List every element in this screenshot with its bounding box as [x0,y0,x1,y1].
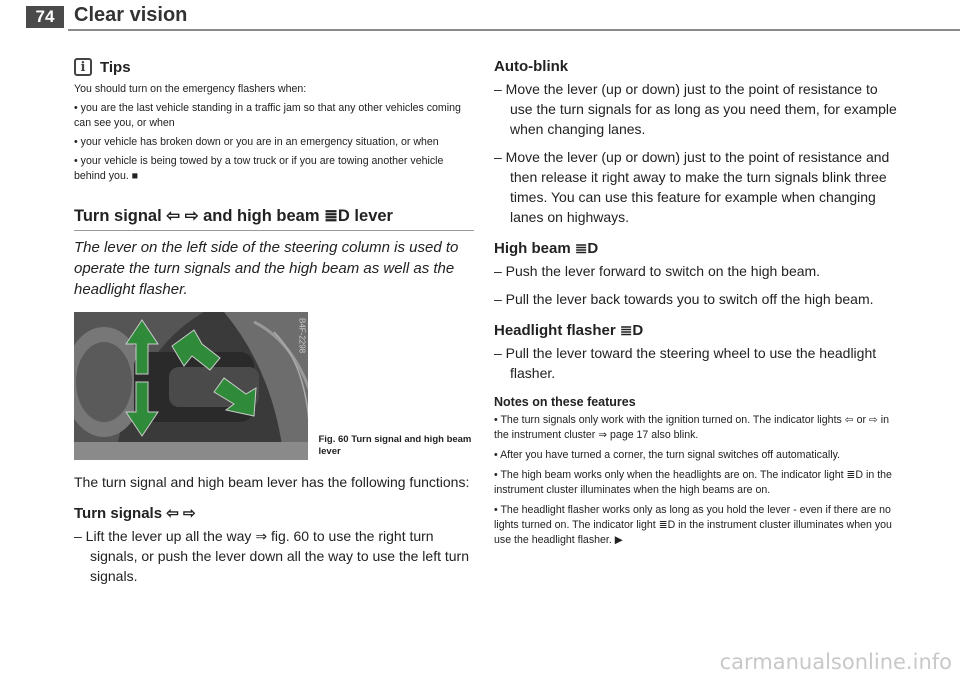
headlight-flasher-item: – Pull the lever toward the steering wheel to use the headlight flasher. [494,345,877,381]
tips-paragraph: • your vehicle has broken down or you are in an emergency situation, or when [74,136,439,148]
tips-title: Tips [100,58,131,76]
right-column [494,58,904,553]
figure-code: B4F-2298 [297,318,307,354]
note-item: • The turn signals only work with the ignition turned on. The indicator lights ⇦ or ⇨ in the instrument cluster ⇒ page 17 also blink. [494,414,889,441]
lever-photo [74,312,308,460]
high-beam-item: – Pull the lever back towards you to switch off the high beam. [494,291,874,307]
chapter-title: Clear vision [74,4,188,26]
section-title: Turn signal ⇦ ⇨ and high beam ≣D lever [74,206,474,231]
page-number: 74 [26,6,64,28]
lever-illustration [74,312,308,460]
high-beam-item: – Push the lever forward to switch on the high beam. [494,263,821,279]
section-lead: The lever on the left side of the steering column is used to operate the turn signals and the high beam as well as the headlight flasher. [74,239,459,298]
watermark-link[interactable]: carmanualsonline.info [719,650,952,674]
tips-paragraph: • you are the last vehicle standing in a traffic jam so that any other vehicles coming can see you, or when [74,102,461,129]
figure [74,312,474,460]
info-icon: i [74,58,92,76]
auto-blink-item: – Move the lever (up or down) just to the point of resistance and then release it right away to make the turn signals blink three times. You can use this feature for example when changing lanes on highways. [494,149,890,225]
header-rule [68,29,960,31]
note-item: • After you have turned a corner, the turn signal switches off automatically. [494,449,841,461]
figure-caption: Fig. 60 Turn signal and high beam lever [318,434,472,457]
high-beam-title: High beam ≣D [494,240,599,257]
turn-signals-item: – Lift the lever up all the way ⇒ fig. 60 to use the right turn signals, or push the lever down all the way to use the left turn signals. [74,528,469,584]
left-column [74,58,474,594]
intro-paragraph: The turn signal and high beam lever has the following functions: [74,474,470,490]
tips-heading [74,58,474,76]
auto-blink-item: – Move the lever (up or down) just to the point of resistance to use the turn signals for as long as you need them, for example when changing lanes. [494,81,897,137]
tips-paragraph: • your vehicle is being towed by a tow truck or if you are towing another vehicle behind you. ■ [74,155,444,182]
headlight-flasher-title: Headlight flasher ≣D [494,322,644,339]
turn-signals-title: Turn signals ⇦ ⇨ [74,505,196,522]
page-header [0,0,960,30]
note-item: • The high beam works only when the headlights are on. The indicator light ≣D in the instrument cluster illuminates when the high beams are on. [494,469,892,496]
tips-paragraph: You should turn on the emergency flashers when: [74,83,307,95]
note-item: • The headlight flasher works only as long as you hold the lever - even if there are no lights turned on. The indicator light ≣D in the instrument cluster illuminates when you use the headlight flasher. ▶ [494,504,892,546]
notes-title: Notes on these features [494,395,636,409]
auto-blink-title: Auto-blink [494,58,569,75]
